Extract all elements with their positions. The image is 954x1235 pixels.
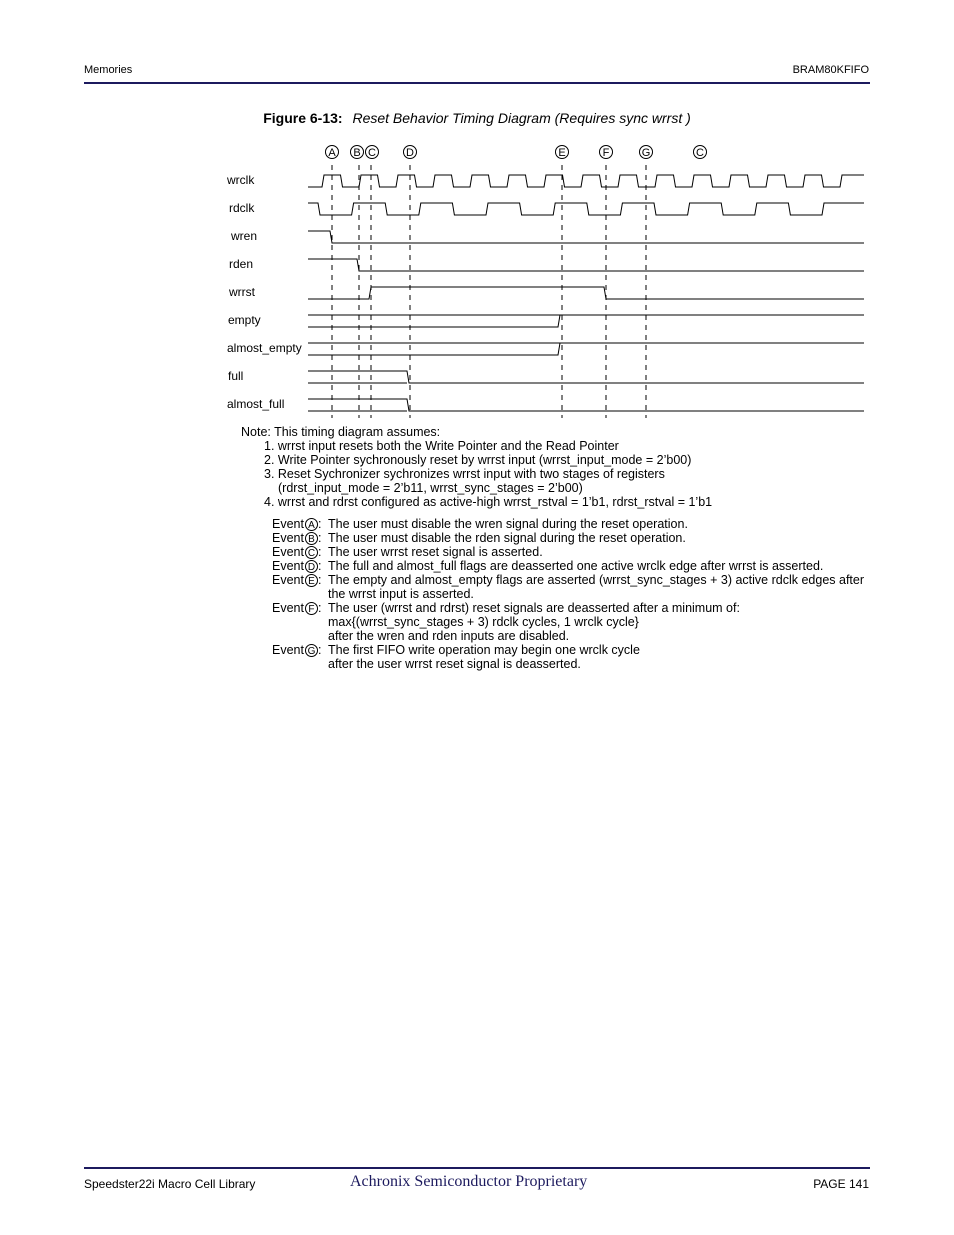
event-letter-badge: C (305, 546, 318, 559)
event-item (272, 601, 872, 643)
footer-proprietary: Achronix Semiconductor Proprietary (350, 1173, 588, 1190)
signal-label-rden: rden (229, 257, 254, 271)
event-marker-a (326, 146, 339, 160)
event-word: Event (272, 517, 304, 531)
event-description: The first FIFO write operation may begin one wrclk cycle after the user wrrst reset signal is deasserted. (328, 643, 640, 671)
event-label (272, 545, 328, 559)
header-section-title: Memories (84, 64, 133, 76)
event-letter-badge: E (305, 574, 318, 587)
wave-empty (308, 315, 560, 327)
event-letter-badge: A (305, 518, 318, 531)
event-label (272, 559, 328, 573)
event-marker-letter: E (558, 147, 566, 159)
diagram-notes (241, 425, 712, 509)
event-letter-badge: D (305, 560, 318, 573)
figure-label: Figure 6-13: (263, 110, 343, 126)
signal-label-wrclk: wrclk (227, 173, 255, 187)
timing-diagram (0, 140, 954, 420)
event-label (272, 573, 328, 587)
wave-wren (308, 231, 864, 243)
event-word: Event (272, 573, 304, 587)
event-label (272, 531, 328, 545)
event-marker-b (351, 146, 364, 160)
event-marker-c (366, 146, 379, 160)
event-description: The user (wrrst and rdrst) reset signals are deasserted after a minimum of: max{(wrrst_sync_stages + 3) rdclk cycles, 1 wrclk cycle} after the wren and rden inputs are disabled. (328, 601, 740, 643)
wave-wrclk (308, 175, 864, 187)
event-word: Event (272, 545, 304, 559)
event-list (272, 517, 872, 671)
event-marker-letter: C (696, 147, 704, 159)
signal-label-almost-empty: almost_empty (227, 341, 302, 355)
event-item (272, 531, 872, 545)
figure-title: Reset Behavior Timing Diagram (Requires sync wrrst ) (352, 110, 691, 126)
event-marker-letter: A (328, 147, 336, 159)
event-marker-e (556, 146, 569, 160)
note-line: 1. wrrst input resets both the Write Pointer and the Read Pointer (264, 439, 619, 453)
wave-wrrst (308, 287, 864, 299)
note-line: (rdrst_input_mode = 2’b11, wrrst_sync_stages = 2’b00) (278, 481, 583, 495)
event-item (272, 573, 872, 601)
note-line: 2. Write Pointer sychronously reset by wrrst input (wrrst_input_mode = 2’b00) (264, 453, 692, 467)
event-markers (326, 146, 707, 160)
event-item (272, 517, 872, 531)
header-component-name: BRAM80KFIFO (792, 64, 869, 76)
signal-label-full: full (228, 369, 244, 383)
event-marker-letter: B (353, 147, 361, 159)
wave-rden (308, 259, 864, 271)
event-letter-badge: F (305, 602, 318, 615)
event-colon: : (317, 643, 322, 657)
event-colon: : (317, 573, 322, 587)
event-label (272, 517, 328, 531)
event-description: The user must disable the rden signal during the reset operation. (328, 531, 686, 545)
event-word: Event (272, 601, 304, 615)
event-description: The empty and almost_empty flags are asserted (wrrst_sync_stages + 3) active rdclk edges after the wrrst input is asserted. (328, 573, 865, 601)
event-description: The user wrrst reset signal is asserted. (328, 545, 543, 559)
footer-rule (84, 1167, 870, 1169)
event-marker-f (600, 146, 613, 160)
signal-label-empty: empty (228, 313, 261, 327)
event-marker-letter: C (368, 147, 376, 159)
event-colon: : (317, 531, 322, 545)
signal-label-almost-full: almost_full (227, 397, 285, 411)
signal-label-wrrst: wrrst (229, 285, 255, 299)
event-description: The user must disable the wren signal during the reset operation. (328, 517, 688, 531)
note-line: 4. wrrst and rdrst configured as active-high wrrst_rstval = 1’b1, rdrst_rstval = 1’b1 (264, 495, 713, 509)
event-word: Event (272, 643, 304, 657)
figure-caption (0, 110, 954, 126)
event-item (272, 643, 872, 671)
event-letter-badge: G (305, 644, 318, 657)
event-word: Event (272, 531, 304, 545)
signal-labels (226, 173, 302, 411)
event-marker-letter: F (602, 147, 610, 159)
event-item (272, 545, 872, 559)
event-label (272, 601, 328, 615)
event-description: The full and almost_full flags are deasserted one active wrclk edge after wrrst is asserted. (328, 559, 824, 573)
event-marker-letter: G (641, 147, 651, 159)
waveforms (308, 175, 864, 411)
wave-full (308, 371, 864, 383)
event-label (272, 643, 328, 657)
event-colon: : (317, 559, 322, 573)
wave-almost-full (308, 399, 864, 411)
event-colon: : (317, 601, 322, 615)
signal-label-wren: wren (231, 229, 258, 243)
wave-almost-empty (308, 343, 560, 355)
event-word: Event (272, 559, 304, 573)
footer-page-number: PAGE 141 (813, 1177, 869, 1191)
event-colon: : (317, 517, 322, 531)
header-rule (84, 82, 870, 84)
event-colon: : (317, 545, 322, 559)
signal-label-rdclk: rdclk (229, 201, 255, 215)
notes-intro: Note: This timing diagram assumes: (241, 425, 441, 439)
event-marker-c (694, 146, 707, 160)
event-marker-d (404, 146, 417, 160)
event-marker-g (640, 146, 653, 160)
note-line: 3. Reset Sychronizer sychronizes wrrst input with two stages of registers (264, 467, 665, 481)
wave-rdclk (308, 203, 864, 215)
event-item (272, 559, 872, 573)
event-marker-letter: D (406, 147, 414, 159)
footer-doc-title: Speedster22i Macro Cell Library (84, 1177, 256, 1191)
event-letter-badge: B (305, 532, 318, 545)
